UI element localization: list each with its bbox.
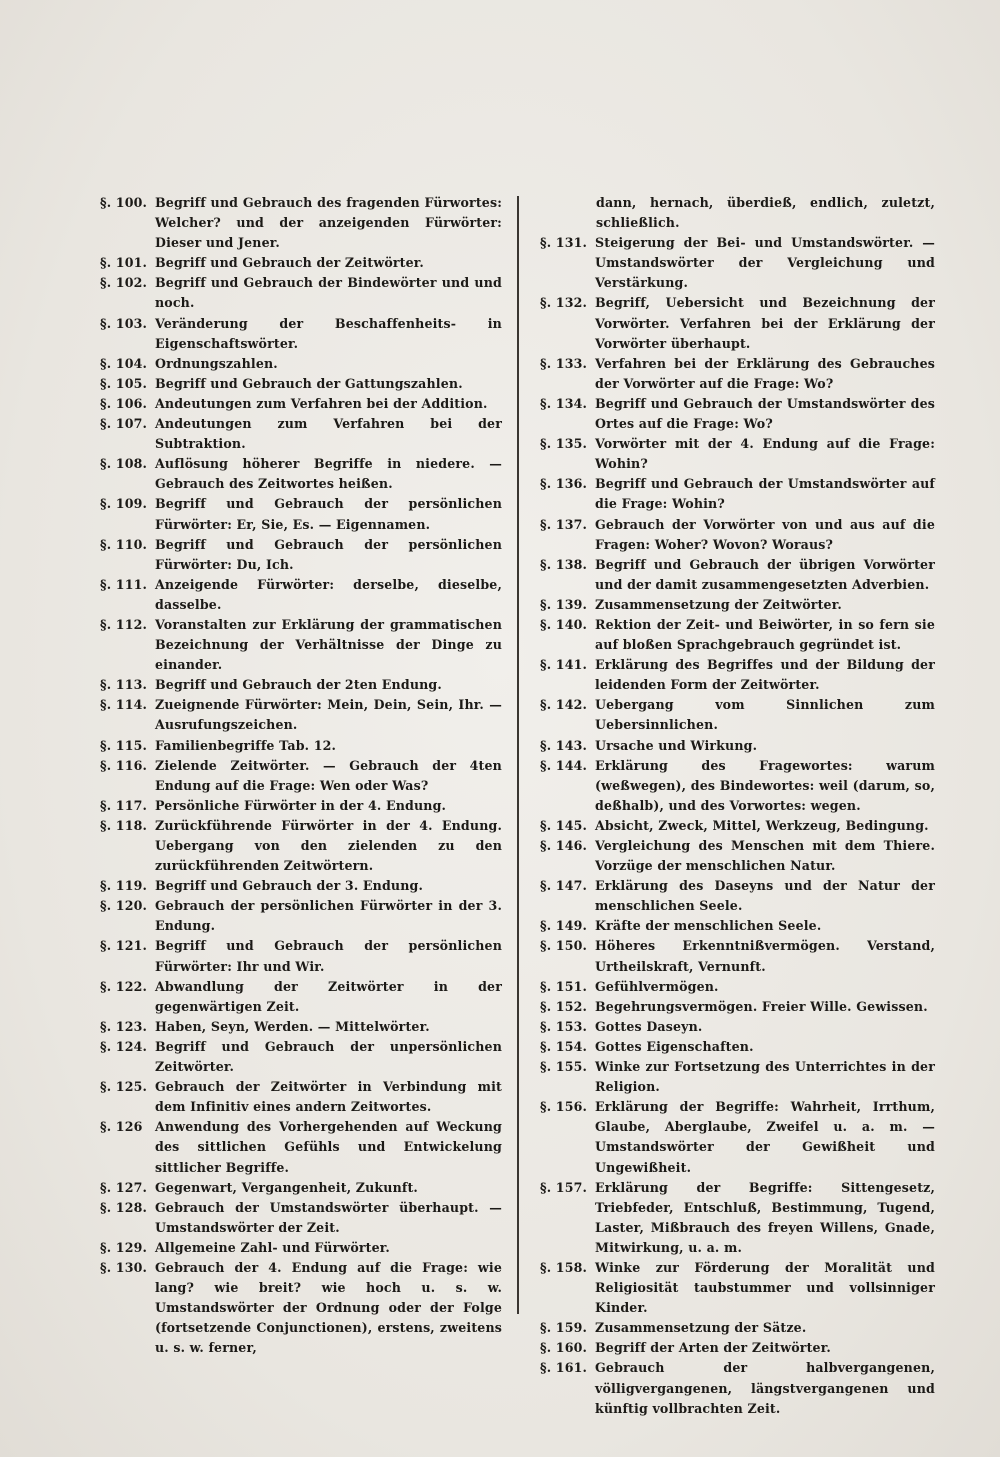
toc-entry: [540, 1017, 935, 1037]
section-title: Begriff und Gebrauch der übrigen Vorwörter und der damit zusammengesetzten Adverbien.: [595, 556, 935, 592]
toc-entry: [540, 876, 935, 916]
toc-entry: [540, 1057, 935, 1097]
section-title: Begriff und Gebrauch der Bindewörter und und noch.: [155, 275, 502, 311]
section-title: Begriff der Arten der Zeitwörter.: [595, 1340, 831, 1356]
section-number: §. 130.: [100, 1259, 148, 1275]
section-title: Veränderung der Beschaffenheits- in Eigenschaftswörter.: [155, 315, 502, 351]
section-number: §. 109.: [100, 496, 148, 512]
section-title: Ordnungszahlen.: [155, 355, 278, 371]
section-number: §. 104.: [100, 355, 148, 371]
section-title: Vorwörter mit der 4. Endung auf die Frage: Wohin?: [595, 436, 935, 472]
toc-entry: [540, 756, 935, 816]
section-number: §. 123.: [100, 1018, 148, 1034]
section-title: Persönliche Fürwörter in der 4. Endung.: [155, 797, 447, 813]
toc-entry: [540, 1178, 935, 1258]
section-title: Begriff und Gebrauch der Zeitwörter.: [155, 255, 424, 271]
section-title: Steigerung der Bei- und Umstandswörter. — Umstandswörter der Vergleichung und Verstärkung.: [595, 235, 935, 291]
section-title: Zurückführende Fürwörter in der 4. Endung. Uebergang von den zielenden zu den zurückführenden Zeitwörtern.: [155, 817, 502, 874]
toc-entry: [540, 695, 935, 735]
toc-entry: [100, 193, 502, 253]
section-number: §. 129.: [100, 1239, 148, 1255]
toc-entry: [100, 615, 502, 675]
section-number: §. 118.: [100, 817, 148, 833]
section-title: Gebrauch der halbvergangenen, völligvergangenen, längstvergangenen und künftig vollbrachten Zeit.: [595, 1360, 935, 1416]
toc-entry: [100, 1238, 502, 1258]
toc-entry: [100, 977, 502, 1017]
section-number: §. 135.: [540, 436, 588, 452]
section-number: §. 152.: [540, 998, 588, 1014]
toc-entry: [100, 535, 502, 575]
section-number: §. 134.: [540, 395, 588, 411]
toc-entry: [540, 233, 935, 293]
section-number: §. 105.: [100, 375, 148, 391]
toc-entry: [540, 736, 935, 756]
section-title: Gebrauch der Zeitwörter in Verbindung mit dem Infinitiv eines andern Zeitwortes.: [155, 1079, 502, 1115]
section-title: Erklärung der Begriffe: Wahrheit, Irrthum, Glaube, Aberglaube, Zweifel u. a. m. — Umstandswörter der Gewißheit und Ungewißheit.: [595, 1099, 935, 1175]
section-title: Zueignende Fürwörter: Mein, Dein, Sein, Ihr. — Ausrufungszeichen.: [155, 697, 502, 733]
section-number: §. 101.: [100, 255, 148, 271]
section-title: Zusammensetzung der Zeitwörter.: [595, 596, 842, 612]
toc-entry: [540, 515, 935, 555]
section-number: §. 116.: [100, 757, 148, 773]
section-title: Erklärung des Begriffes und der Bildung der leidenden Form der Zeitwörter.: [595, 657, 935, 693]
continued-text: dann, hernach, überdieß, endlich, zuletzt, schließlich.: [596, 195, 935, 231]
section-title: Anzeigende Fürwörter: derselbe, dieselbe, dasselbe.: [155, 576, 502, 612]
toc-entry: [100, 394, 502, 414]
section-title: Begriff und Gebrauch des fragenden Fürwortes: Welcher? und der anzeigenden Fürwörter: Dieser und Jener.: [155, 195, 502, 251]
section-title: Andeutungen zum Verfahren bei der Subtraktion.: [155, 416, 502, 452]
section-title: Winke zur Fortsetzung des Unterrichtes in der Religion.: [595, 1059, 935, 1095]
section-title: Winke zur Förderung der Moralität und Religiosität taubstummer und vollsinniger Kinder.: [595, 1259, 935, 1316]
toc-entry: [540, 1318, 935, 1338]
toc-entry: [540, 936, 935, 976]
toc-entry: [100, 1117, 502, 1177]
section-number: §. 160.: [540, 1340, 588, 1356]
section-title: Begriff und Gebrauch der Umstandswörter auf die Frage: Wohin?: [595, 476, 935, 512]
section-title: Begriff und Gebrauch der persönlichen Fürwörter: Ihr und Wir.: [155, 938, 502, 974]
toc-entry: [100, 374, 502, 394]
section-number: §. 120.: [100, 898, 148, 914]
section-number: §. 121.: [100, 938, 148, 954]
section-number: §. 154.: [540, 1038, 588, 1054]
section-number: §. 150.: [540, 938, 588, 954]
section-number: §. 112.: [100, 616, 148, 632]
toc-entry: [540, 1037, 935, 1057]
toc-entry: [540, 997, 935, 1017]
section-number: §. 138.: [540, 556, 588, 572]
section-number: §. 156.: [540, 1099, 588, 1115]
section-title: Auflösung höherer Begriffe in niedere. — Gebrauch des Zeitwortes heißen.: [155, 456, 502, 492]
section-title: Begriff und Gebrauch der Umstandswörter des Ortes auf die Frage: Wo?: [595, 395, 935, 432]
section-number: §. 125.: [100, 1079, 148, 1095]
toc-entry: [100, 1037, 502, 1077]
toc-entry: [100, 1077, 502, 1117]
section-title: Erklärung des Fragewortes: warum (weßwegen), des Bindewortes: weil (darum, so, deßhalb), und des Vorwortes: wegen.: [595, 757, 935, 813]
section-number: §. 111.: [100, 576, 148, 592]
section-title: Absicht, Zweck, Mittel, Werkzeug, Bedingung.: [595, 817, 929, 833]
left-column: [100, 193, 502, 1358]
section-number: §. 158.: [540, 1259, 588, 1275]
toc-entry: [540, 394, 935, 434]
section-number: §. 159.: [540, 1320, 588, 1336]
section-title: Begriff, Uebersicht und Bezeichnung der Vorwörter. Verfahren bei der Erklärung der Vorwörter überhaupt.: [595, 295, 935, 351]
section-number: §. 145.: [540, 817, 588, 833]
toc-entry: [540, 1097, 935, 1177]
section-title: Allgemeine Zahl- und Fürwörter.: [155, 1239, 390, 1255]
section-title: Gebrauch der Umstandswörter überhaupt. — Umstandswörter der Zeit.: [155, 1199, 502, 1235]
toc-entry: [540, 1258, 935, 1318]
section-number: §. 140.: [540, 616, 588, 632]
section-title: Uebergang vom Sinnlichen zum Uebersinnlichen.: [595, 697, 935, 733]
toc-entry: [540, 434, 935, 474]
section-title: Zielende Zeitwörter. — Gebrauch der 4ten Endung auf die Frage: Wen oder Was?: [155, 757, 502, 793]
toc-entry: [540, 1358, 935, 1418]
section-title: Andeutungen zum Verfahren bei der Addition.: [155, 395, 488, 411]
section-title: Haben, Seyn, Werden. — Mittelwörter.: [155, 1018, 430, 1034]
section-number: §. 139.: [540, 596, 588, 612]
section-number: §. 149.: [540, 918, 588, 934]
section-title: Gefühlvermögen.: [595, 978, 719, 994]
section-number: §. 131.: [540, 235, 588, 251]
section-title: Zusammensetzung der Sätze.: [595, 1320, 807, 1336]
toc-entry: [100, 273, 502, 313]
section-title: Familienbegriffe Tab. 12.: [155, 737, 337, 753]
toc-entry: [100, 494, 502, 534]
toc-entry: [100, 896, 502, 936]
section-number: §. 114.: [100, 697, 148, 713]
section-number: §. 144.: [540, 757, 588, 773]
section-number: §. 119.: [100, 878, 148, 894]
toc-entry: [540, 836, 935, 876]
section-title: Begriff und Gebrauch der Gattungszahlen.: [155, 375, 463, 391]
toc-entry: [100, 876, 502, 896]
section-number: §. 107.: [100, 416, 148, 432]
section-title: Voranstalten zur Erklärung der grammatischen Bezeichnung der Verhältnisse der Dinge zu einander.: [155, 616, 502, 673]
toc-entry: [540, 354, 935, 394]
toc-entry: [100, 816, 502, 876]
section-title: Anwendung des Vorhergehenden auf Weckung des sittlichen Gefühls und Entwickelung sittlicher Begriffe.: [155, 1119, 502, 1175]
section-title: Begriff und Gebrauch der 3. Endung.: [155, 878, 424, 894]
section-title: Begriff und Gebrauch der persönlichen Fürwörter: Er, Sie, Es. — Eigennamen.: [155, 496, 502, 532]
section-number: §. 103.: [100, 315, 148, 331]
section-title: Gottes Daseyn.: [595, 1018, 703, 1034]
toc-entry: [100, 1198, 502, 1238]
section-number: §. 141.: [540, 657, 588, 673]
section-title: Gottes Eigenschaften.: [595, 1038, 754, 1054]
toc-entry: [540, 816, 935, 836]
toc-entry: [540, 555, 935, 595]
section-number: §. 108.: [100, 456, 148, 472]
section-title: Begriff und Gebrauch der 2ten Endung.: [155, 677, 442, 693]
toc-entry: [540, 977, 935, 997]
section-number: §. 122.: [100, 978, 148, 994]
toc-entry: [100, 695, 502, 735]
section-title: Erklärung des Daseyns und der Natur der menschlichen Seele.: [595, 878, 935, 914]
section-title: Begriff und Gebrauch der unpersönlichen Zeitwörter.: [155, 1038, 502, 1075]
section-number: §. 132.: [540, 295, 588, 311]
section-title: Kräfte der menschlichen Seele.: [595, 918, 822, 934]
section-number: §. 110.: [100, 536, 148, 552]
section-title: Abwandlung der Zeitwörter in der gegenwärtigen Zeit.: [155, 978, 502, 1014]
section-number: §. 100.: [100, 195, 148, 210]
toc-entry: [100, 414, 502, 454]
right-column: [540, 193, 935, 1419]
toc-entry: [100, 736, 502, 756]
section-number: §. 153.: [540, 1018, 588, 1034]
section-title: Gebrauch der Vorwörter von und aus auf die Fragen: Woher? Wovon? Woraus?: [595, 516, 935, 552]
section-number: §. 142.: [540, 697, 588, 713]
toc-entry: [100, 756, 502, 796]
section-title: Gebrauch der 4. Endung auf die Frage: wie lang? wie breit? wie hoch u. s. w. Umstandswörter der Ordnung oder der Folge (fortsetzende Conjunctionen), erstens, zweitens u. s. w. ferner,: [155, 1259, 502, 1356]
toc-entry: [540, 293, 935, 353]
toc-entry: [540, 615, 935, 655]
section-title: Rektion der Zeit- und Beiwörter, in so fern sie auf bloßen Sprachgebrauch gegründet ist.: [595, 616, 935, 653]
section-number: §. 143.: [540, 737, 588, 753]
section-number: §. 136.: [540, 476, 588, 492]
section-title: Verfahren bei der Erklärung des Gebrauches der Vorwörter auf die Frage: Wo?: [595, 355, 935, 391]
section-number: §. 128.: [100, 1199, 148, 1215]
section-number: §. 161.: [540, 1360, 588, 1376]
section-title: Gebrauch der persönlichen Fürwörter in der 3. Endung.: [155, 898, 502, 934]
section-number: §. 127.: [100, 1179, 148, 1195]
section-number: §. 126: [100, 1119, 143, 1135]
section-number: §. 113.: [100, 677, 148, 693]
section-number: §. 137.: [540, 516, 588, 532]
toc-entry: [540, 655, 935, 695]
toc-entry: [540, 595, 935, 615]
toc-entry: [540, 1338, 935, 1358]
toc-entry: [100, 1017, 502, 1037]
section-number: §. 133.: [540, 355, 588, 371]
toc-entry: [100, 253, 502, 273]
section-number: §. 151.: [540, 978, 588, 994]
toc-entry: [100, 454, 502, 494]
section-number: §. 102.: [100, 275, 148, 291]
toc-entry: [100, 675, 502, 695]
section-number: §. 157.: [540, 1179, 588, 1195]
section-number: §. 106.: [100, 395, 148, 411]
toc-entry: [100, 575, 502, 615]
toc-entry: [100, 1258, 502, 1358]
toc-entry: [100, 314, 502, 354]
section-number: §. 146.: [540, 838, 588, 853]
section-number: §. 115.: [100, 737, 148, 753]
toc-entry: [540, 474, 935, 514]
section-title: Ursache und Wirkung.: [595, 737, 758, 753]
toc-entry: [100, 796, 502, 816]
section-title: Vergleichung des Menschen mit dem Thiere. Vorzüge der menschlichen Natur.: [595, 838, 935, 874]
section-number: §. 124.: [100, 1038, 148, 1054]
section-number: §. 147.: [540, 878, 588, 894]
toc-entry: [100, 354, 502, 374]
section-title: Gegenwart, Vergangenheit, Zukunft.: [155, 1179, 418, 1195]
column-divider: [517, 196, 519, 1314]
section-number: §. 155.: [540, 1059, 588, 1075]
section-title: Höheres Erkenntnißvermögen. Verstand, Urtheilskraft, Vernunft.: [595, 938, 935, 974]
section-title: Begriff und Gebrauch der persönlichen Fürwörter: Du, Ich.: [155, 536, 502, 572]
section-title: Erklärung der Begriffe: Sittengesetz, Triebfeder, Entschluß, Bestimmung, Tugend, Laster, Mißbrauch des freyen Willens, Gnade, Mitwirkung, u. a. m.: [595, 1179, 935, 1255]
section-title: Begehrungsvermögen. Freier Wille. Gewissen.: [595, 998, 928, 1014]
section-number: §. 117.: [100, 797, 148, 813]
toc-entry: [100, 1178, 502, 1198]
toc-entry: [540, 916, 935, 936]
toc-entry: [100, 936, 502, 976]
